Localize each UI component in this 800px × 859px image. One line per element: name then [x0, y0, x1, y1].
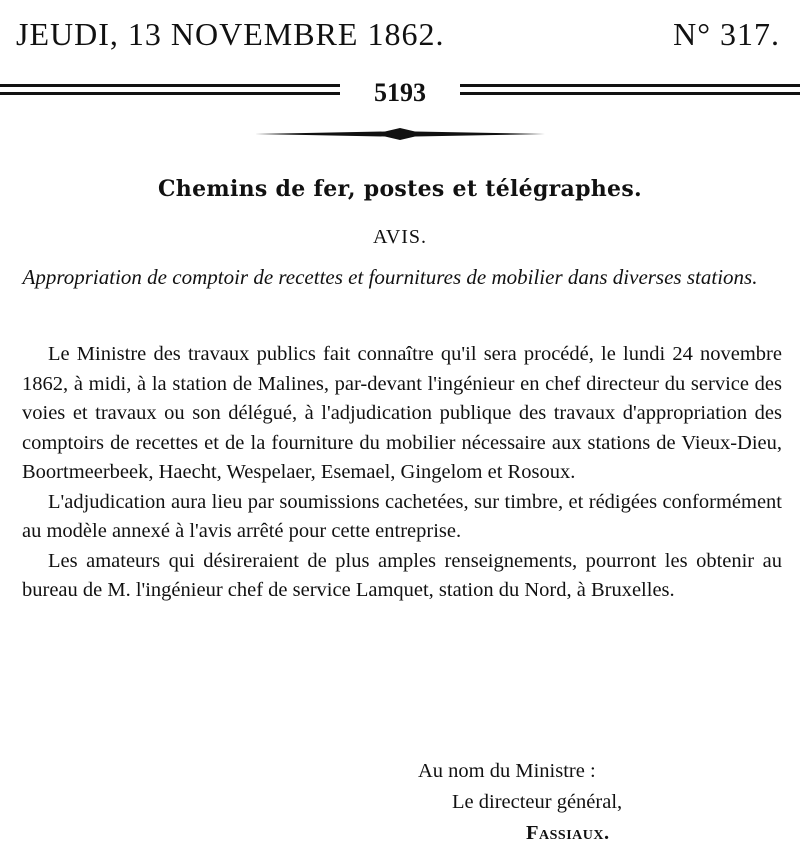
issue-number: N° 317.: [673, 16, 780, 52]
signature-line-ministry: Au nom du Ministre :: [418, 760, 596, 782]
notice-subtitle: Appropriation de comptoir de recettes et fournitures de mobilier dans diverses stations.: [22, 265, 758, 289]
signature-line-title: Le directeur général,: [452, 791, 623, 813]
section-heading: Chemins de fer, postes et télégraphes.: [157, 176, 642, 202]
page-number: 5193: [340, 78, 460, 108]
rule-left-top: [0, 84, 340, 87]
rule-right-bottom: [460, 92, 800, 95]
paragraph-announcement: Le Ministre des travaux publics fait connaître qu'il sera procédé, le lundi 24 novembre 1862, à midi, à la station de Malines, par-devant l'ingénieur en chef directeur du service des voies et travaux ou son délégué, à l'adjudication publique des travaux d'appropriation des comptoirs de recettes et de la fourniture du mobilier nécessaire aux stations de Vieux-Dieu, Boortmeerbeek, Haecht, Wespelaer, Esemael, Gingelom et Rosoux.: [22, 343, 782, 483]
issue-date: JEUDI, 13 NOVEMBRE 1862.: [16, 16, 445, 52]
rule-left-bottom: [0, 92, 340, 95]
notice-label: AVIS.: [372, 226, 428, 248]
page-number-rule: [0, 76, 800, 108]
paragraph-information: Les amateurs qui désireraient de plus amples renseignements, pourront les obtenir au bureau de M. l'ingénieur chef de service Lamquet, station du Nord, à Bruxelles.: [22, 549, 782, 601]
rule-right-top: [460, 84, 800, 87]
masthead: [16, 8, 780, 58]
notice-body: [22, 340, 782, 606]
paragraph-submission: L'adjudication aura lieu par soumissions cachetées, sur timbre, et rédigées conformément au modèle annexé à l'avis arrêté pour cette entreprise.: [22, 490, 782, 542]
signature-name: Fassiaux.: [526, 822, 610, 844]
ornamental-divider-icon: [255, 128, 545, 140]
